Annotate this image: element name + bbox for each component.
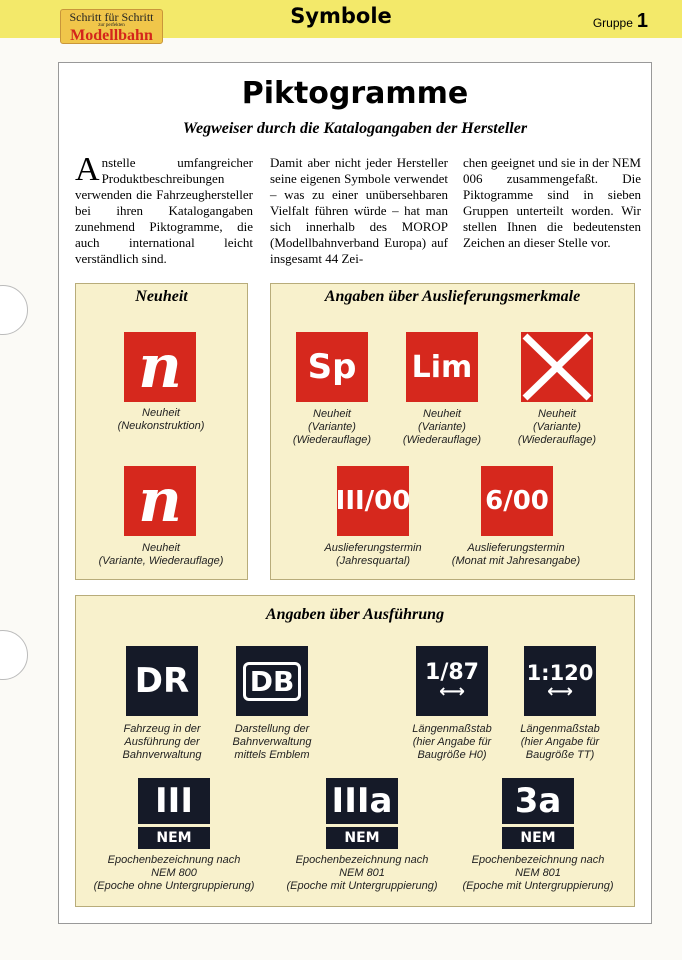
symbol-lim: Lim [406, 332, 478, 402]
epoch-icon: III NEM [138, 778, 210, 849]
symbol-caption: Neuheit (Neukonstruktion) [117, 407, 205, 432]
panel-auslieferung [270, 283, 635, 580]
symbol-caption: Neuheit (Variante, Wiederauflage) [98, 542, 224, 567]
logo-line: Modellbahn [70, 27, 153, 44]
header-title: Symbole [290, 4, 392, 28]
symbol-caption: Epochenbezeichnung nach NEM 801 (Epoche mit Untergruppierung) [286, 854, 438, 892]
symbol-caption: Darstellung der Bahnverwaltung mittels Emblem [232, 723, 312, 761]
scale-icon: 1:120 ⟷ [524, 646, 596, 716]
panel-title: Angaben über Auslieferungsmerkmale [324, 288, 581, 305]
panel-ausfuehrung [75, 595, 635, 907]
logo-line: zur perfekten [98, 23, 125, 28]
symbol-caption: Neuheit (Variante) (Wiederauflage) [402, 408, 482, 446]
x-icon [521, 332, 593, 402]
symbol-caption: Epochenbezeichnung nach NEM 800 (Epoche ohne Untergruppierung) [93, 854, 255, 892]
panel-neuheit [75, 283, 248, 580]
symbol-caption: Längenmaßstab (hier Angabe für Baugröße TT) [520, 723, 600, 761]
symbol-caption: Auslieferungstermin (Monat mit Jahresangabe) [451, 542, 581, 567]
group-label [593, 10, 648, 33]
symbol-caption: Längenmaßstab (hier Angabe für Baugröße H0) [412, 723, 492, 761]
symbol-caption: Auslieferungstermin (Jahresquartal) [324, 542, 422, 567]
epoch-icon: 3a NEM [502, 778, 574, 849]
symbol-n: n [124, 332, 196, 402]
db-emblem-icon: DB [236, 646, 308, 716]
subtitle: Wegweiser durch die Katalogangaben der Hersteller [182, 120, 528, 137]
text-column-1 [75, 151, 253, 267]
logo-line: Schritt für Schritt [69, 10, 154, 24]
symbol-caption: Neuheit (Variante) (Wiederauflage) [517, 408, 597, 446]
group-number: 1 [636, 10, 648, 32]
symbol-caption: Neuheit (Variante) (Wiederauflage) [292, 408, 372, 446]
symbol-iii-00: III/00 [337, 466, 409, 536]
symbol-sp: Sp [296, 332, 368, 402]
symbol-n: n [124, 466, 196, 536]
text-column-3: chen geeignet und sie in der NEM 006 zusammengefaßt. Die Piktogramme sind in sieben Gruppen unterteilt worden. Wir stellen Ihnen die bedeutensten Zeichen an dieser Stelle vor. [463, 155, 641, 250]
text-column-2: Damit aber nicht jeder Hersteller seine eigenen Symbole verwendet – was zu einer unübersehbaren Vielfalt führen würde – hat man sich innerhalb des MOROP (Modellbahnverband Europa) auf insgesamt 44 Zei- [270, 155, 448, 266]
group-text: Gruppe [592, 16, 633, 30]
binder-hole [0, 285, 28, 335]
drop-cap: A [75, 151, 100, 188]
symbol-caption: Epochenbezeichnung nach NEM 801 (Epoche mit Untergruppierung) [462, 854, 614, 892]
symbol-caption: Fahrzeug in der Ausführung der Bahnverwaltung [122, 723, 202, 761]
panel-title: Neuheit [135, 288, 188, 305]
panel-title: Angaben über Ausführung [265, 606, 445, 623]
symbol-6-00: 6/00 [481, 466, 553, 536]
binder-hole [0, 630, 28, 680]
epoch-icon: IIIa NEM [326, 778, 398, 849]
symbol-dr: DR [126, 646, 198, 716]
scale-icon: 1/87 ⟷ [416, 646, 488, 716]
paragraph: nstelle umfangreicher Produktbeschreibungen verwenden die Fahrzeughersteller bei ihren Katalogangaben zunehmend Piktogramme, die auch international leicht verständlich sind. [75, 155, 253, 266]
page-title: Piktogramme [241, 76, 469, 111]
